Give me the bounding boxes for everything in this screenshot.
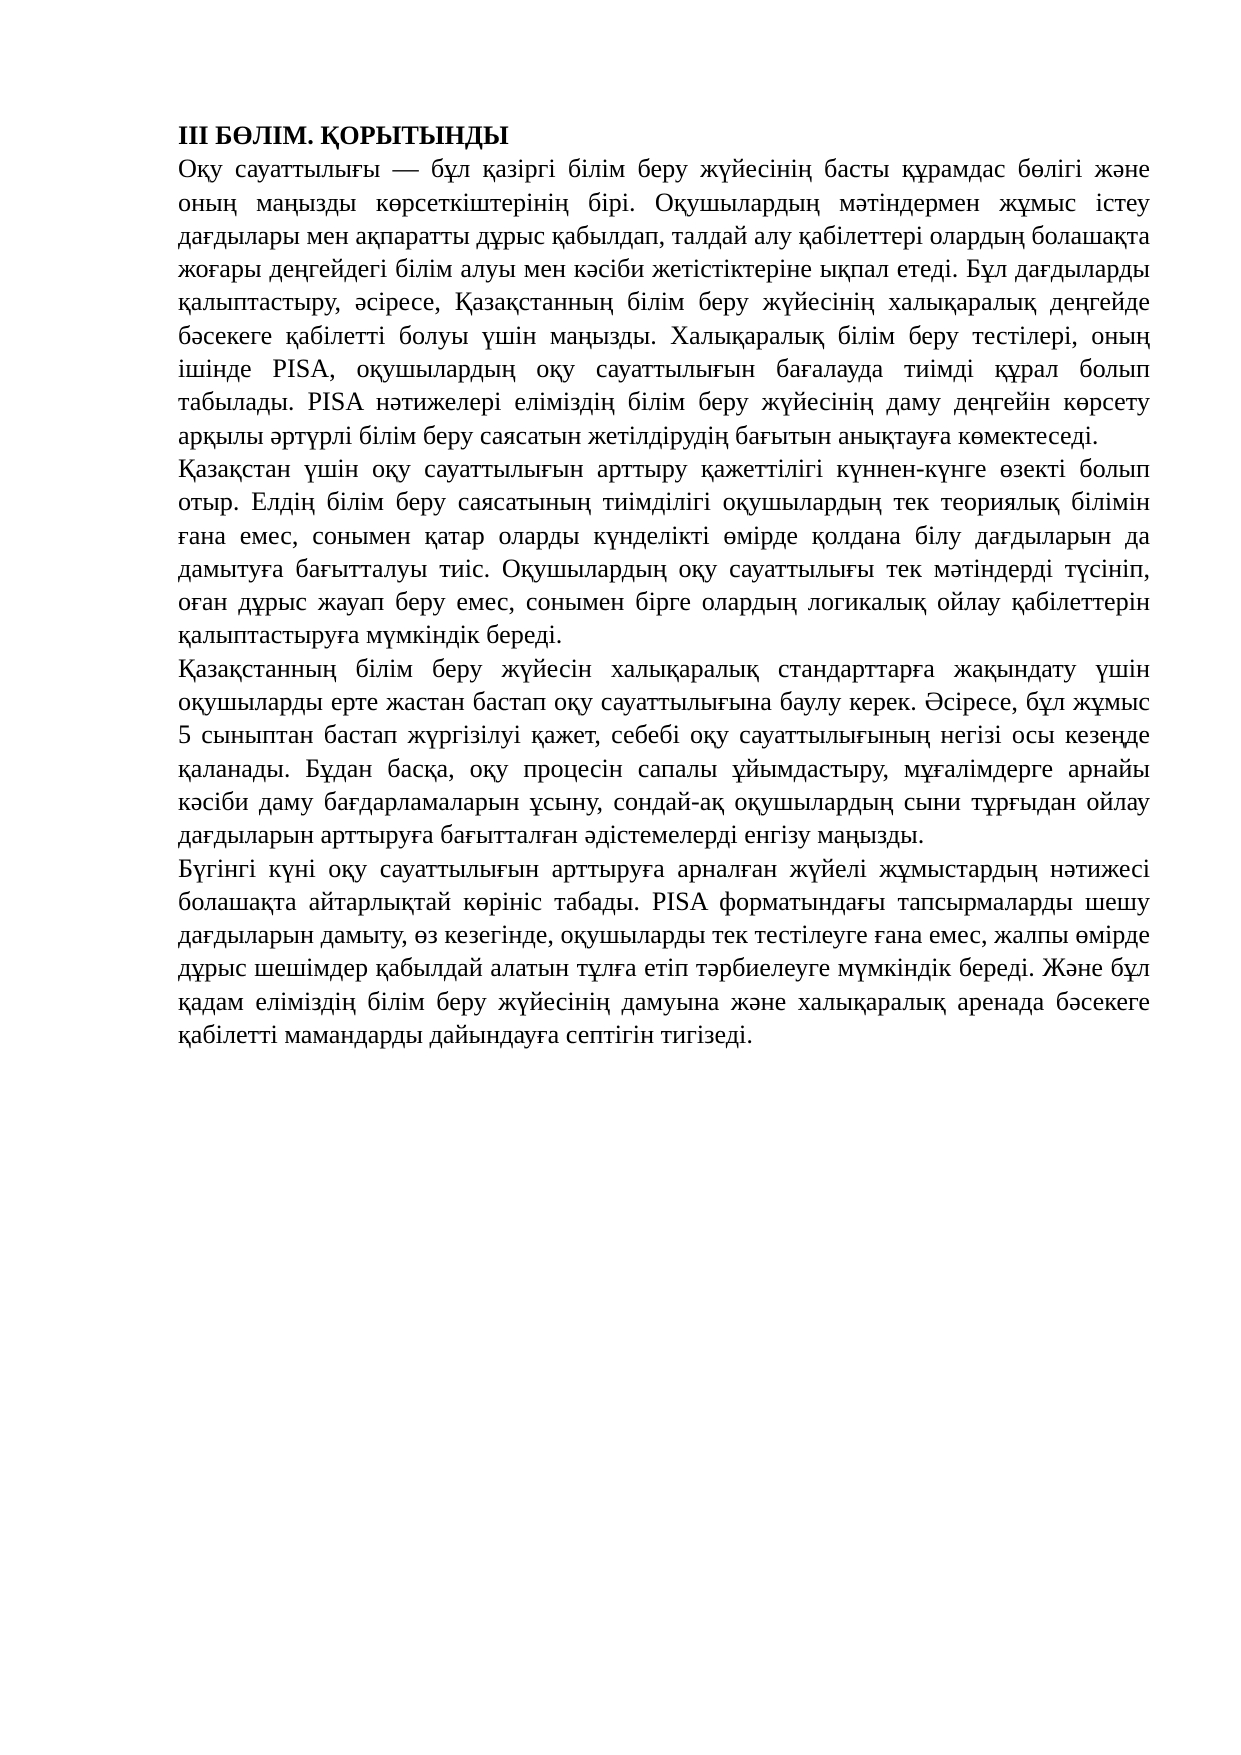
paragraph-2: Қазақстан үшін оқу сауаттылығын арттыру қажеттілігі күннен-күнге өзекті болып отыр. Елдің білім беру саясатының тиімділігі оқушылардың тек теориялық білімін ғана емес, сонымен қатар оларды күнделікті өмірде қолдана білу дағдыларын да дамытуға бағытталуы тиіс. Оқушылардың оқу сауаттылығы тек мәтіндерді түсініп, оған дұрыс жауап беру емес, сонымен бірге олардың логикалық ойлау қабілеттерін қалыптастыруға мүмкіндік береді. bbox=[178, 453, 1150, 650]
paragraph-4: Бүгінгі күні оқу сауаттылығын арттыруға арналған жүйелі жұмыстардың нәтижесі болашақта айтарлықтай көрініс табады. PISA форматындағы тапсырмаларды шешу дағдыларын дамыту, өз кезегінде, оқушыларды тек тестілеуге ғана емес, жалпы өмірде дұрыс шешімдер қабылдай алатын тұлға етіп тәрбиелеуге мүмкіндік береді. Және бұл қадам еліміздің білім беру жүйесінің дамуына және халықаралық аренада бәсекеге қабілетті мамандарды дайындауға септігін тигізеді. bbox=[178, 853, 1150, 1050]
paragraph-3: Қазақстанның білім беру жүйесін халықаралық стандарттарға жақындату үшін оқушыларды ерте жастан бастап оқу сауаттылығына баулу керек. Әсіресе, бұл жұмыс 5 сыныптан бастап жүргізілуі қажет, себебі оқу сауаттылығының негізі осы кезеңде қаланады. Бұдан басқа, оқу процесін сапалы ұйымдастыру, мұғалімдерге арнайы кәсіби даму бағдарламаларын ұсыну, сондай-ақ оқушылардың сыни тұрғыдан ойлау дағдыларын арттыруға бағытталған әдістемелерді енгізу маңызды. bbox=[178, 653, 1150, 850]
page-content bbox=[178, 119, 1150, 1051]
section-heading: III БӨЛІМ. ҚОРЫТЫНДЫ bbox=[178, 121, 509, 150]
paragraph-1: Оқу сауаттылығы — бұл қазіргі білім беру жүйесінің басты құрамдас бөлігі және оның маңызды көрсеткіштерінің бірі. Оқушылардың мәтіндермен жұмыс істеу дағдылары мен ақпаратты дұрыс қабылдап, талдай алу қабілеттері олардың болашақта жоғары деңгейдегі білім алуы мен кәсіби жетістіктеріне ықпал етеді. Бұл дағдыларды қалыптастыру, әсіресе, Қазақстанның білім беру жүйесінің халықаралық деңгейде бәсекеге қабілетті болуы үшін маңызды. Халықаралық білім беру тестілері, оның ішінде PISA, оқушылардың оқу сауаттылығын бағалауда тиімді құрал болып табылады. PISA нәтижелері еліміздің білім беру жүйесінің даму деңгейін көрсету арқылы әртүрлі білім беру саясатын жетілдірудің бағытын анықтауға көмектеседі. bbox=[178, 154, 1150, 450]
